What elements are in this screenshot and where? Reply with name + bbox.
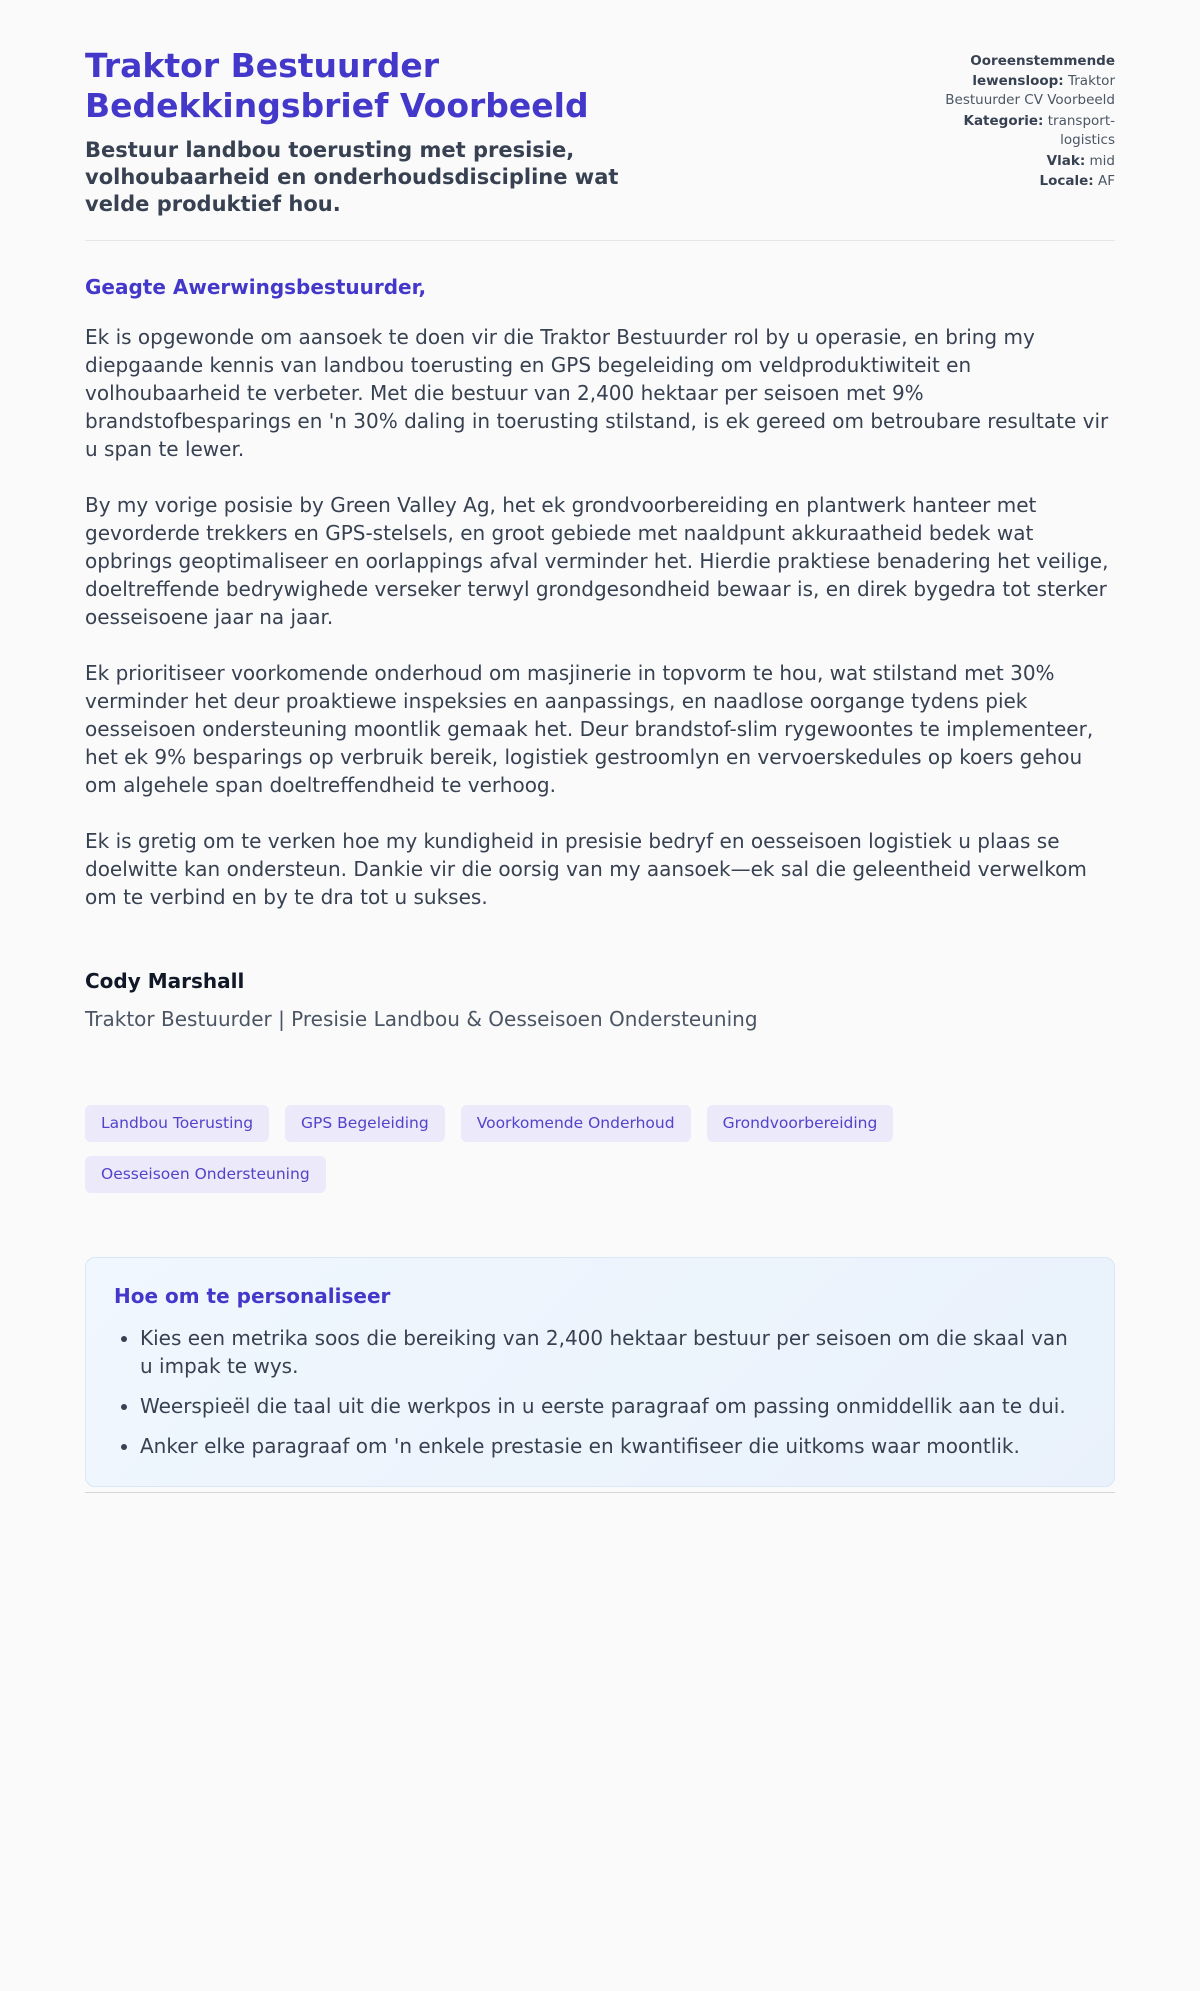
tip-item: • Kies een metrika soos die bereiking van 2,400 hektaar bestuur per seisoen om die skaal van u impak te wys. (140, 1324, 1086, 1380)
meta-label: Locale: (1039, 173, 1094, 190)
signature-role: Traktor Bestuurder | Presisie Landbou & Oesseisoen Ondersteuning (85, 1007, 758, 1032)
meta-row-level (910, 152, 1115, 172)
footer-divider (85, 1492, 1115, 1493)
skill-tag: Landbou Toerusting (85, 1105, 269, 1142)
meta-value: transport-logistics (1047, 112, 1115, 149)
skill-tag: Grondvoorbereiding (707, 1105, 894, 1142)
meta-value: mid (1089, 152, 1115, 169)
letter-paragraph: Ek is opgewonde om aansoek te doen vir die Traktor Bestuurder rol by u operasie, en bring my diepgaande kennis van landbou toerusting en GPS begeleiding om veldproduktiwiteit en volhoubaarheid te verbeter. Met die bestuur van 2,400 hektaar per seisoen met 9% brandstofbesparings en 'n 30% daling in toerusting stilstand, is ek gereed om betroubare resultate vir u span te lewer. (85, 325, 1109, 462)
personalization-tips-callout (85, 1257, 1115, 1487)
skill-tags (85, 1105, 1115, 1192)
document-meta (910, 46, 1115, 193)
meta-row-category (910, 112, 1115, 151)
page-subtitle: Bestuur landbou toerusting met presisie, volhoubaarheid en onderhoudsdiscipline wat velde produktief hou. (85, 137, 619, 217)
signature-name: Cody Marshall (85, 969, 245, 994)
meta-value: Traktor Bestuurder CV Voorbeeld (945, 72, 1115, 109)
cover-letter-body (85, 273, 1115, 1033)
tips-list (114, 1324, 1086, 1460)
meta-label: Kategorie: (963, 112, 1044, 129)
document-header (85, 46, 1115, 241)
letter-paragraph: Ek is gretig om te verken hoe my kundigheid in presisie bedryf en oesseisoen logistiek u plaas se doelwitte kan ondersteun. Dankie vir die oorsig van my aansoek—ek sal die geleentheid verwelkom om te verbind en by te dra tot u sukses. (85, 829, 1087, 910)
meta-row-locale (910, 172, 1115, 192)
meta-label: Vlak: (1046, 152, 1086, 169)
skill-tag: Voorkomende Onderhoud (461, 1105, 691, 1142)
tip-item: • Weerspieël die taal uit die werkpos in u eerste paragraaf om passing onmiddellik aan te dui. (140, 1392, 1086, 1420)
signature-block (85, 967, 1115, 1033)
page-title: Traktor Bestuurder Bedekkingsbrief Voorbeeld (85, 46, 589, 126)
letter-greeting: Geagte Awerwingsbestuurder, (85, 275, 427, 300)
skill-tag: Oesseisoen Ondersteuning (85, 1156, 326, 1193)
meta-value: AF (1097, 173, 1115, 190)
meta-row-matching-resume (910, 52, 1115, 111)
tip-item: • Anker elke paragraaf om 'n enkele prestasie en kwantifiseer die uitkoms waar moontlik. (140, 1432, 1086, 1460)
tips-title: Hoe om te personaliseer (114, 1283, 391, 1308)
header-title-block (85, 46, 685, 218)
skill-tag: GPS Begeleiding (285, 1105, 445, 1142)
meta-label: Ooreenstemmende lewensloop: (970, 53, 1115, 89)
letter-paragraph: Ek prioritiseer voorkomende onderhoud om masjinerie in topvorm te hou, wat stilstand met 30% verminder het deur proaktiewe inspeksies en aanpassings, en naadlose oorgange tydens piek oesseisoen ondersteuning moontlik gemaak het. Deur brandstof-slim rygewoontes te implementeer, het ek 9% besparings op verbruik bereik, logistiek gestroomlyn en vervoerskedules op koers gehou om algehele span doeltreffendheid te verhoog. (85, 661, 1094, 798)
letter-paragraph: By my vorige posisie by Green Valley Ag, het ek grondvoorbereiding en plantwerk hanteer met gevorderde trekkers en GPS-stelsels, en groot gebiede met naaldpunt akkuraatheid bedek wat opbrings geoptimaliseer en oorlappings afval verminder het. Hierdie praktiese benadering het veilige, doeltreffende bedrywighede verseker terwyl grondgesondheid bewaar is, en direk bygedra tot sterker oesseisoene jaar na jaar. (85, 493, 1109, 630)
